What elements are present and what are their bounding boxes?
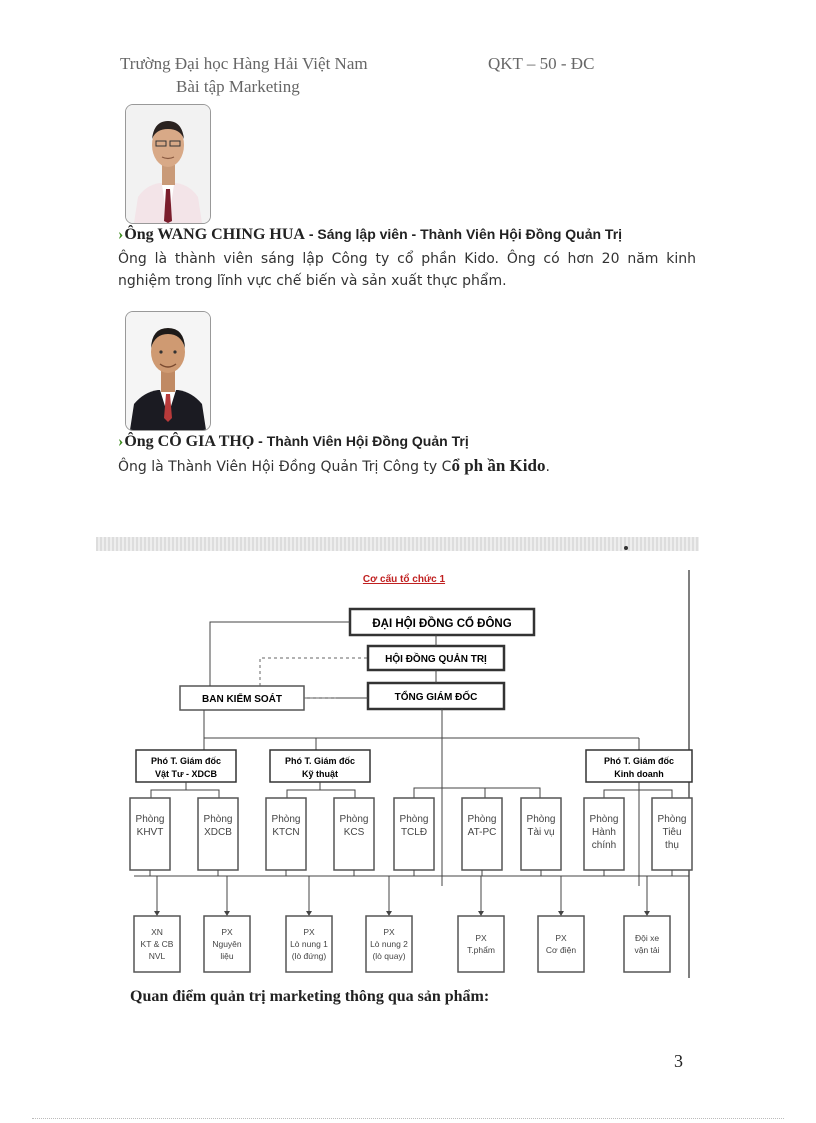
org-label-deputy-3-line1: Phó T. Giám đốc xyxy=(603,756,675,766)
department-label-8-3: chính xyxy=(591,840,617,851)
org-label-deputy-1-line1: Phó T. Giám đốc xyxy=(150,756,222,766)
department-label-8-2: Hành xyxy=(592,827,616,838)
person-2-desc-start: Ông là Thành Viên Hội Đồng Quản Trị Công ty C xyxy=(118,459,452,475)
portrait-photo-2 xyxy=(125,311,211,431)
unit-label-5-1: PX xyxy=(475,933,487,943)
person-2-description xyxy=(118,455,696,478)
department-label-2-1: Phòng xyxy=(203,814,233,825)
person-1-name: Ông WANG CHING HUA xyxy=(124,226,305,243)
unit-label-3-1: PX xyxy=(303,927,315,937)
unit-label-3-3: (lò đứng) xyxy=(291,951,327,961)
header-subject: Bài tập Marketing xyxy=(176,77,300,96)
department-label-7-2: Tài vụ xyxy=(527,827,555,838)
person-2-name: Ông CÔ GIA THỌ xyxy=(124,433,255,450)
department-label-2-2: XDCB xyxy=(204,827,232,838)
org-label-supervisory: BAN KIỂM SOÁT xyxy=(202,694,282,705)
department-label-5-1: Phòng xyxy=(399,814,429,825)
org-label-deputy-2-line1: Phó T. Giám đốc xyxy=(284,756,356,766)
department-label-9-1: Phòng xyxy=(657,814,687,825)
person-2-desc-end: . xyxy=(545,459,550,475)
unit-box-6 xyxy=(538,916,584,972)
bullet-arrow-icon: › xyxy=(118,433,124,450)
department-label-7-1: Phòng xyxy=(526,814,556,825)
person-1-heading xyxy=(118,226,622,244)
unit-label-1-1: XN xyxy=(151,927,163,937)
unit-row xyxy=(134,876,670,972)
unit-label-3-2: Lò nung 1 xyxy=(290,939,328,949)
org-chart-svg xyxy=(96,558,696,983)
person-1-description: Ông là thành viên sáng lập Công ty cổ phần Kido. Ông có hơn 20 năm kinh nghiệm trong lĩnh vực chế biến và sản xuất thực phẩm. xyxy=(118,251,696,289)
header-class-code: QKT – 50 - ĐC xyxy=(488,54,595,73)
department-label-6-1: Phòng xyxy=(467,814,497,825)
unit-label-4-1: PX xyxy=(383,927,395,937)
department-label-3-1: Phòng xyxy=(271,814,301,825)
separator-dot xyxy=(624,546,628,550)
section-heading-marketing: Quan điểm quản trị marketing thông qua sản phẩm: xyxy=(130,988,490,1005)
header-school: Trường Đại học Hàng Hải Việt Nam xyxy=(120,54,368,73)
person-2-desc-company: ổ ph ần Kido xyxy=(451,456,546,475)
portrait-photo-1 xyxy=(125,104,211,224)
department-label-1-2: KHVT xyxy=(136,827,164,838)
org-chart-title: Cơ cấu tổ chức 1 xyxy=(362,574,446,585)
separator-band xyxy=(96,537,699,551)
person-2-role: - Thành Viên Hội Đồng Quản Trị xyxy=(254,433,469,449)
unit-label-7-1: Đội xe xyxy=(634,933,660,943)
department-label-8-1: Phòng xyxy=(589,814,619,825)
unit-label-5-2: T.phẩm xyxy=(467,945,495,955)
org-label-shareholders: ĐẠI HỘI ĐỒNG CỔ ĐÔNG xyxy=(372,618,512,630)
unit-label-4-2: Lò nung 2 xyxy=(370,939,408,949)
department-label-3-2: KTCN xyxy=(272,827,300,838)
department-label-4-1: Phòng xyxy=(339,814,369,825)
org-label-ceo: TỔNG GIÁM ĐỐC xyxy=(394,692,478,703)
unit-label-6-1: PX xyxy=(555,933,567,943)
footer-dotted-line xyxy=(32,1118,784,1119)
department-label-1-1: Phòng xyxy=(135,814,165,825)
department-row xyxy=(130,798,692,876)
person-2-heading xyxy=(118,433,469,451)
org-label-deputy-2-line2: Kỹ thuật xyxy=(302,769,338,779)
department-label-6-2: AT-PC xyxy=(467,827,497,838)
department-label-4-2: KCS xyxy=(343,827,365,838)
department-label-5-2: TCLĐ xyxy=(400,827,428,838)
unit-label-2-3: liệu xyxy=(220,951,234,961)
person-1-role: - Sáng lập viên - Thành Viên Hội Đồng Quản Trị xyxy=(304,226,623,242)
unit-label-1-2: KT & CB xyxy=(140,939,174,949)
org-label-deputy-1-line2: Vật Tư - XDCB xyxy=(154,769,218,779)
unit-label-2-2: Nguyên xyxy=(212,939,242,949)
unit-label-1-3: NVL xyxy=(148,951,166,961)
department-label-9-2: Tiêu xyxy=(662,827,682,838)
org-label-board: HỘI ĐỒNG QUẢN TRỊ xyxy=(385,654,487,665)
unit-box-5 xyxy=(458,916,504,972)
page-number: 3 xyxy=(674,1051,683,1071)
unit-label-4-3: (lò quay) xyxy=(372,951,406,961)
org-chart xyxy=(96,558,696,983)
bullet-arrow-icon: › xyxy=(118,226,124,243)
org-label-deputy-3-line2: Kinh doanh xyxy=(614,769,664,779)
unit-label-6-2: Cơ điện xyxy=(545,945,577,955)
unit-label-7-2: vận tải xyxy=(634,945,660,955)
unit-label-2-1: PX xyxy=(221,927,233,937)
unit-box-7 xyxy=(624,916,670,972)
department-label-9-3: thụ xyxy=(665,840,679,851)
